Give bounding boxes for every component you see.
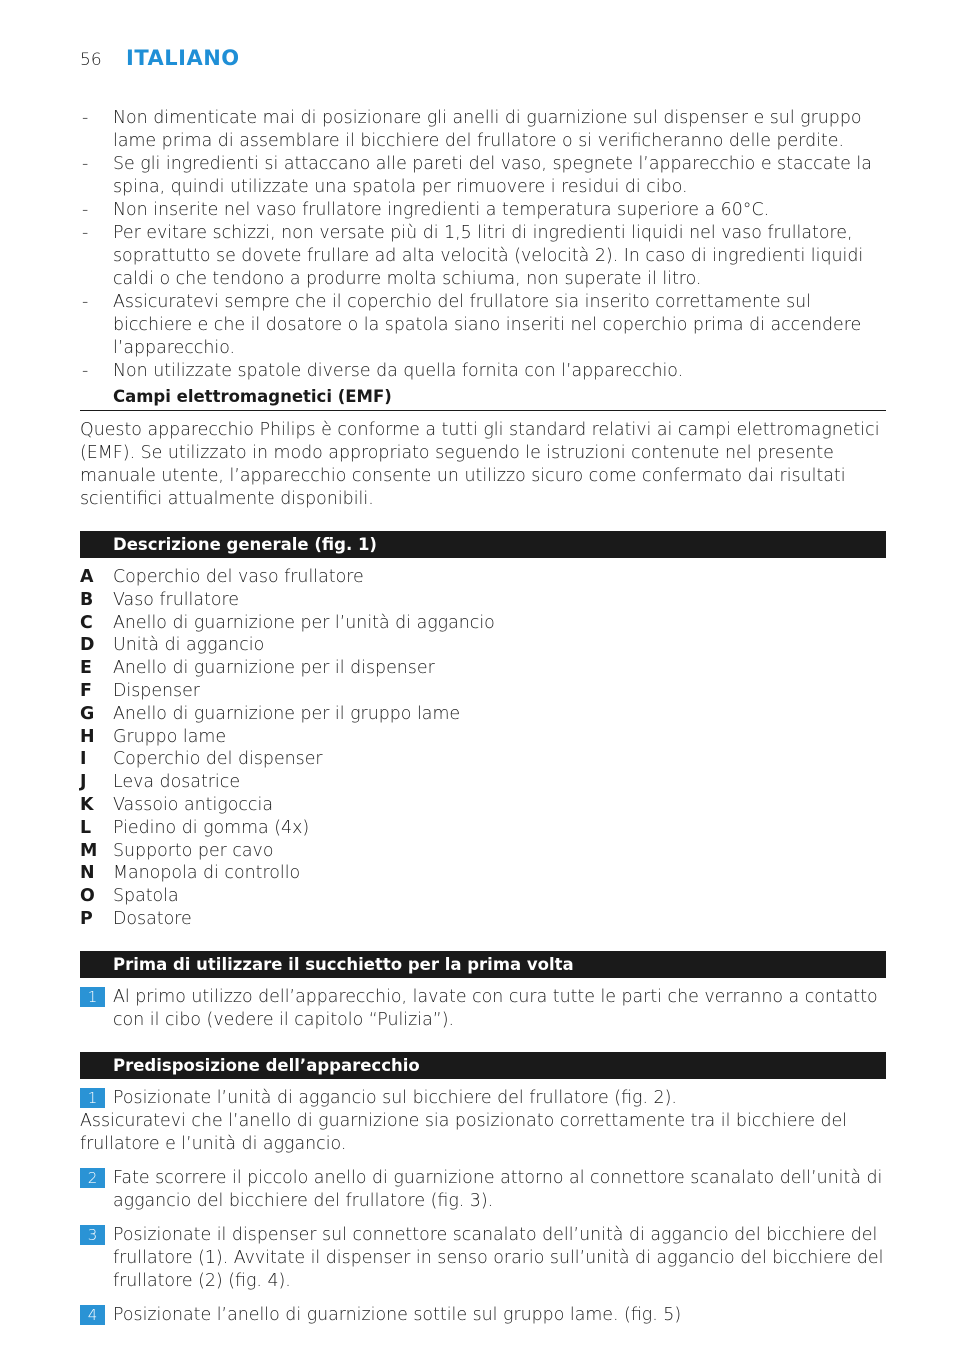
setup-step-1 xyxy=(80,1087,886,1110)
setup-step-4 xyxy=(80,1304,886,1327)
step-number-badge: 1 xyxy=(80,987,105,1007)
part-letter: D xyxy=(80,635,95,656)
part-label: Spatola xyxy=(113,886,179,907)
part-item-c xyxy=(80,612,886,635)
part-label: Anello di guarnizione per il gruppo lame xyxy=(113,703,461,724)
part-item-h xyxy=(80,726,886,749)
list-item xyxy=(80,291,886,360)
bullet-dash: - xyxy=(82,108,89,128)
list-item xyxy=(80,222,886,291)
part-label: Dosatore xyxy=(113,908,192,929)
bullet-dash: - xyxy=(82,200,89,220)
step-number-badge: 1 xyxy=(80,1088,105,1108)
part-label: Gruppo lame xyxy=(113,726,227,747)
list-item xyxy=(80,360,886,383)
step-text: Fate scorrere il piccolo anello di guarnizione attorno al connettore scanalato dell’unità di aggancio del bicchiere del frullatore (fig. 3). xyxy=(113,1167,883,1211)
part-letter: M xyxy=(80,840,98,861)
part-item-f xyxy=(80,680,886,703)
part-label: Anello di guarnizione per il dispenser xyxy=(113,658,435,679)
part-item-l xyxy=(80,817,886,840)
step-text: Al primo utilizzo dell’apparecchio, lavate con cura tutte le parti che verranno a contatto con il cibo (vedere il capitolo “Pulizia”). xyxy=(113,986,878,1030)
part-label: Dispenser xyxy=(113,680,200,701)
part-label: Vassoio antigoccia xyxy=(113,794,273,815)
part-item-b xyxy=(80,589,886,612)
part-item-k xyxy=(80,794,886,817)
part-letter: K xyxy=(80,794,94,815)
part-label: Coperchio del vaso frullatore xyxy=(113,567,364,587)
setup-note: Assicuratevi che l’anello di guarnizione sia posizionato correttamente tra il bicchiere del frullatore e l’unità di aggancio. xyxy=(80,1110,848,1154)
part-letter: B xyxy=(80,589,94,610)
general-description-heading: Descrizione generale (fig. 1) xyxy=(80,531,886,558)
first-use-step-1 xyxy=(80,986,886,1032)
part-letter: E xyxy=(80,658,92,679)
step-text: Posizionate il dispenser sul connettore scanalato dell’unità di aggancio del bicchiere del frullatore (1). Avvitate il dispenser in senso orario sull’unità di aggancio del bicchiere del frullatore (2) (fig. 4). xyxy=(113,1224,884,1291)
part-item-n xyxy=(80,862,886,885)
part-letter: J xyxy=(80,772,87,793)
part-item-m xyxy=(80,840,886,863)
part-item-p xyxy=(80,908,886,931)
page-number: 56 xyxy=(80,50,102,70)
part-item-o xyxy=(80,885,886,908)
setup-step-2 xyxy=(80,1167,886,1213)
part-letter: C xyxy=(80,612,93,633)
part-letter: G xyxy=(80,703,95,724)
list-item xyxy=(80,199,886,222)
part-label: Coperchio del dispenser xyxy=(113,749,323,770)
bullet-dash: - xyxy=(82,292,89,312)
emf-paragraph: Questo apparecchio Philips è conforme a tutti gli standard relativi ai campi elettromagnetici (EMF). Se utilizzato in modo appropriato seguendo le istruzioni contenute nel presente manuale utente, l’apparecchio consente un utilizzo sicuro come confermato dai risultati scientifici attualmente disponibili. xyxy=(80,420,880,509)
list-item-text: Per evitare schizzi, non versate più di 1,5 litri di ingredienti liquidi nel vaso frullatore, soprattutto se dovete frullare ad alta velocità (velocità 2). In caso di ingredienti liquidi caldi o che tendono a produrre molta schiuma, non superate il litro. xyxy=(113,223,864,289)
part-label: Supporto per cavo xyxy=(113,840,274,861)
page-content xyxy=(80,107,886,1327)
part-item-a xyxy=(80,566,886,589)
setup-heading: Predisposizione dell’apparecchio xyxy=(80,1052,886,1079)
part-letter: O xyxy=(80,886,95,907)
step-number-badge: 4 xyxy=(80,1305,105,1325)
part-label: Piedino di gomma (4x) xyxy=(113,817,310,838)
part-label: Vaso frullatore xyxy=(113,589,239,610)
step-number-badge: 2 xyxy=(80,1168,105,1188)
part-letter: F xyxy=(80,680,92,701)
list-item-text: Assicuratevi sempre che il coperchio del frullatore sia inserito correttamente sul bicchiere e che il dosatore o la spatola siano inseriti nel coperchio prima di accendere l’apparecchio. xyxy=(113,292,862,358)
part-item-g xyxy=(80,703,886,726)
setup-step-3 xyxy=(80,1224,886,1293)
warnings-list xyxy=(80,107,886,383)
part-letter: N xyxy=(80,863,95,884)
part-letter: I xyxy=(80,749,87,770)
list-item xyxy=(80,107,886,153)
list-item xyxy=(80,153,886,199)
list-item-text: Se gli ingredienti si attaccano alle pareti del vaso, spegnete l’apparecchio e staccate la spina, quindi utilizzate una spatola per rimuovere i residui di cibo. xyxy=(113,154,872,197)
language-title: ITALIANO xyxy=(126,46,240,70)
step-text: Posizionate l’anello di guarnizione sottile sul gruppo lame. (fig. 5) xyxy=(113,1304,682,1325)
bullet-dash: - xyxy=(82,154,89,174)
emf-heading: Campi elettromagnetici (EMF) xyxy=(80,386,886,411)
part-item-i xyxy=(80,748,886,771)
part-item-d xyxy=(80,634,886,657)
step-number-badge: 3 xyxy=(80,1225,105,1245)
step-text: Posizionate l’unità di aggancio sul bicchiere del frullatore (fig. 2). xyxy=(113,1087,677,1108)
first-use-heading: Prima di utilizzare il succhietto per la prima volta xyxy=(80,951,886,978)
part-item-j xyxy=(80,771,886,794)
list-item-text: Non inserite nel vaso frullatore ingredienti a temperatura superiore a 60°C. xyxy=(113,200,770,220)
part-label: Unità di aggancio xyxy=(113,635,265,656)
part-label: Leva dosatrice xyxy=(113,772,241,793)
parts-list xyxy=(80,566,886,931)
bullet-dash: - xyxy=(82,223,89,243)
part-letter: A xyxy=(80,567,94,587)
part-label: Manopola di controllo xyxy=(113,863,301,884)
part-letter: H xyxy=(80,726,95,747)
part-item-e xyxy=(80,657,886,680)
part-label: Anello di guarnizione per l’unità di aggancio xyxy=(113,612,495,633)
part-letter: P xyxy=(80,908,93,929)
part-letter: L xyxy=(80,817,92,838)
bullet-dash: - xyxy=(82,361,89,381)
list-item-text: Non utilizzate spatole diverse da quella fornita con l’apparecchio. xyxy=(113,361,684,381)
list-item-text: Non dimenticate mai di posizionare gli anelli di guarnizione sul dispenser e sul gruppo lame prima di assemblare il bicchiere del frullatore o si verificheranno delle perdite. xyxy=(113,108,862,151)
